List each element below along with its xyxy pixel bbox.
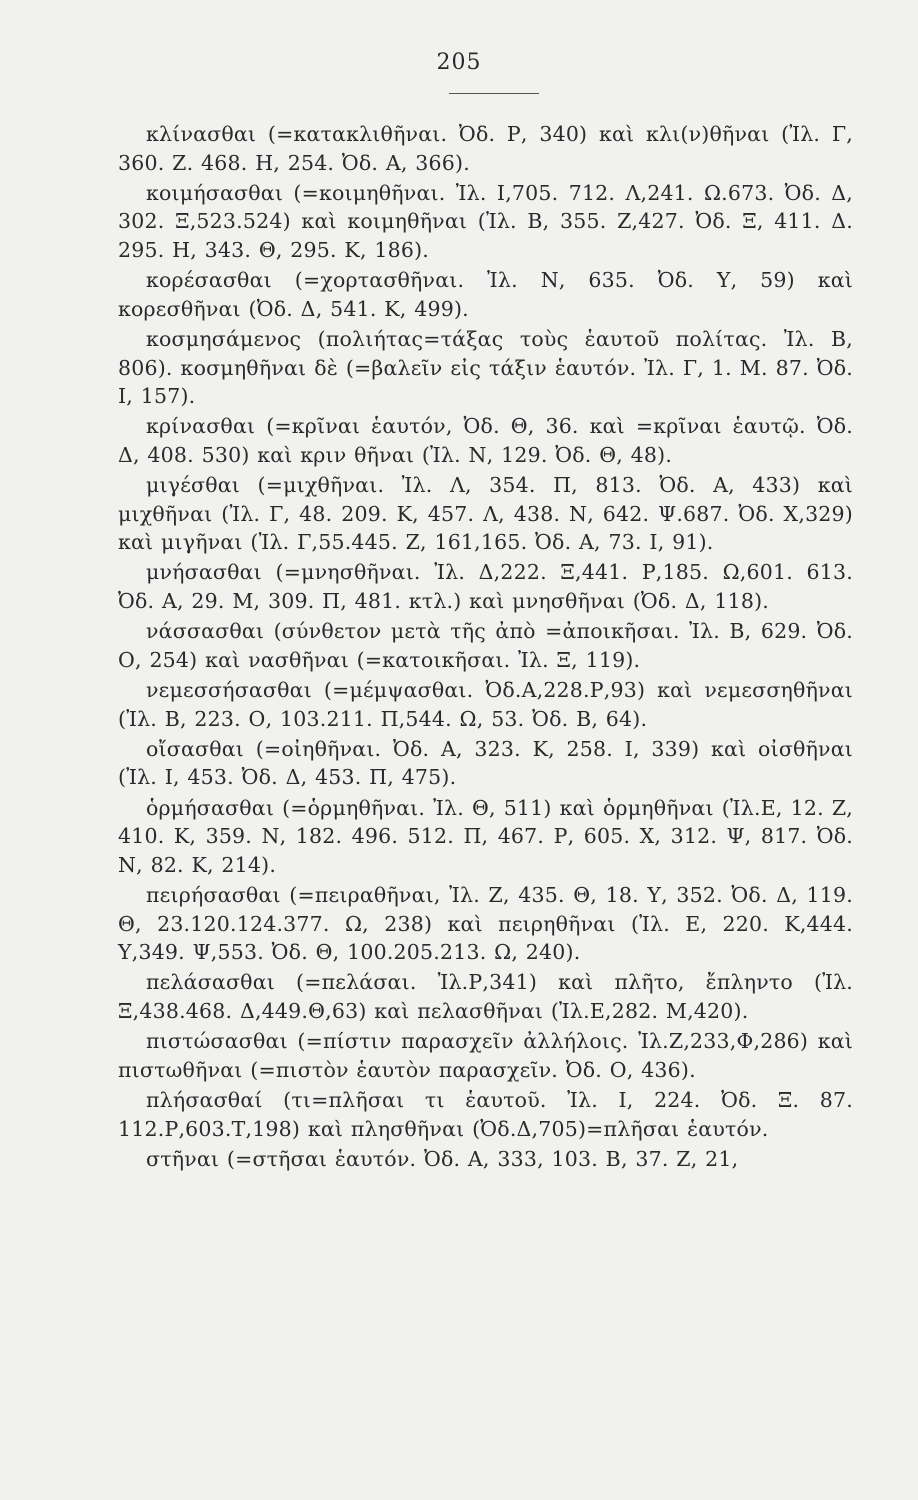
header-rule xyxy=(449,93,539,94)
entry-nemessesasthai: νεμεσσήσασθαι (=μέμψασθαι. Ὀδ.Α,228.Ρ,93) καὶ νεμεσσηθῆναι (Ἰλ. Β, 223. Ο, 103.211. Π,544. Ω, 53. Ὀδ. Β, 64). xyxy=(118,678,853,731)
entry-koresasthai: κορέσασθαι (=χορτασθῆναι. Ἰλ. Ν, 635. Ὀδ. Υ, 59) καὶ κορεσθῆναι (Ὀδ. Δ, 541. Κ, 499). xyxy=(118,268,853,321)
entry-mnesasthai: μνήσασθαι (=μνησθῆναι. Ἰλ. Δ,222. Ξ,441. Ρ,185. Ω,601. 613. Ὀδ. Α, 29. Μ, 309. Π, 481. κτλ.) καὶ μνησθῆναι (Ὀδ. Δ, 118). xyxy=(118,560,853,614)
entry-peiresasthai: πειρήσασθαι (=πειραθῆναι, Ἰλ. Ζ, 435. Θ, 18. Υ, 352. Ὀδ. Δ, 119. Θ, 23.120.124.377. Ω, 238) καὶ πειρηθῆναι (Ἰλ. Ε, 220. Κ,444. Υ,349. Ψ,553. Ὀδ. Θ, 100.205.213. Ω, 240). xyxy=(118,882,853,965)
entry-hormesasthai: ὁρμήσασθαι (=ὁρμηθῆναι. Ἰλ. Θ, 511) καὶ ὁρμηθῆναι (Ἰλ.Ε, 12. Ζ, 410. Κ, 359. Ν, 182. 496. 512. Π, 467. Ρ, 605. Χ, 312. Ψ, 817. Ὀδ. Ν, 82. Κ, 214). xyxy=(118,795,853,877)
entry-kosmesamenos: κοσμησάμενος (πολιήτας=τάξας τοὺς ἑαυτοῦ πολίτας. Ἰλ. Β, 806). κοσμηθῆναι δὲ (=βαλεῖν εἰς τάξιν ἑαυτόν. Ἰλ. Γ, 1. Μ. 87. Ὀδ. Ι, 157). xyxy=(118,326,853,409)
entry-pistosasthai: πιστώσασθαι (=πίστιν παρασχεῖν ἀλλήλοις. Ἰλ.Ζ,233,Φ,286) καὶ πιστωθῆναι (=πιστὸν ἑαυτὸν παρασχεῖν. Ὀδ. Ο, 436). xyxy=(118,1029,853,1082)
entry-krinasthai: κρίνασθαι (=κρῖναι ἑαυτόν, Ὀδ. Θ, 36. καὶ =κρῖναι ἑαυτῷ. Ὀδ. Δ, 408. 530) καὶ κριν θῆναι (Ἰλ. Ν, 129. Ὀδ. Θ, 48). xyxy=(118,414,853,467)
entry-migesthai: μιγέσθαι (=μιχθῆναι. Ἰλ. Λ, 354. Π, 813. Ὀδ. Α, 433) καὶ μιχθῆναι (Ἰλ. Γ, 48. 209. Κ, 457. Λ, 438. Ν, 642. Ψ.687. Ὀδ. Χ,329) καὶ μιγῆναι (Ἰλ. Γ,55.445. Ζ, 161,165. Ὀδ. Α, 73. Ι, 91). xyxy=(118,473,853,555)
entry-stenai: στῆναι (=στῆσαι ἑαυτόν. Ὀδ. Α, 333, 103. Β, 37. Ζ, 21, xyxy=(146,1146,739,1171)
dictionary-entries xyxy=(118,120,853,1175)
entry-kliasthai: κλίνασθαι (=κατακλιθῆναι. Ὀδ. Ρ, 340) καὶ κλι(ν)θῆναι (Ἰλ. Γ, 360. Ζ. 468. Η, 254. Ὀδ. Α, 366). xyxy=(118,122,853,175)
entry-pelasasthai: πελάσασθαι (=πελάσαι. Ἰλ.Ρ,341) καὶ πλῆτο, ἔπληντο (Ἰλ. Ξ,438.468. Δ,449.Θ,63) καὶ πελασθῆναι (Ἰλ.Ε,282. Μ,420). xyxy=(118,970,853,1023)
entry-koimesasthai: κοιμήσασθαι (=κοιμηθῆναι. Ἰλ. Ι,705. 712. Λ,241. Ω.673. Ὀδ. Δ, 302. Ξ,523.524) καὶ κοιμηθῆναι (Ἰλ. Β, 355. Ζ,427. Ὀδ. Ξ, 411. Δ. 295. Η, 343. Θ, 295. Κ, 186). xyxy=(118,180,853,262)
entry-oisasthai: οἴσασθαι (=οἰηθῆναι. Ὀδ. Α, 323. Κ, 258. Ι, 339) καὶ οἰσθῆναι (Ἰλ. Ι, 453. Ὀδ. Δ, 453. Π, 475). xyxy=(118,736,853,790)
entry-nassasthai: νάσσασθαι (σύνθετον μετὰ τῆς ἀπὸ =ἀποικῆσαι. Ἰλ. Β, 629. Ὀδ. Ο, 254) καὶ νασθῆναι (=κατοικῆσαι. Ἰλ. Ξ, 119). xyxy=(118,619,853,672)
entry-plesasthai: πλήσασθαί (τι=πλῆσαι τι ἑαυτοῦ. Ἰλ. Ι, 224. Ὀδ. Ξ. 87. 112.Ρ,603.Τ,198) καὶ πλησθῆναι (Ὀδ.Δ,705)=πλῆσαι ἑαυτόν. xyxy=(118,1087,853,1141)
page-number: 205 xyxy=(436,50,482,75)
